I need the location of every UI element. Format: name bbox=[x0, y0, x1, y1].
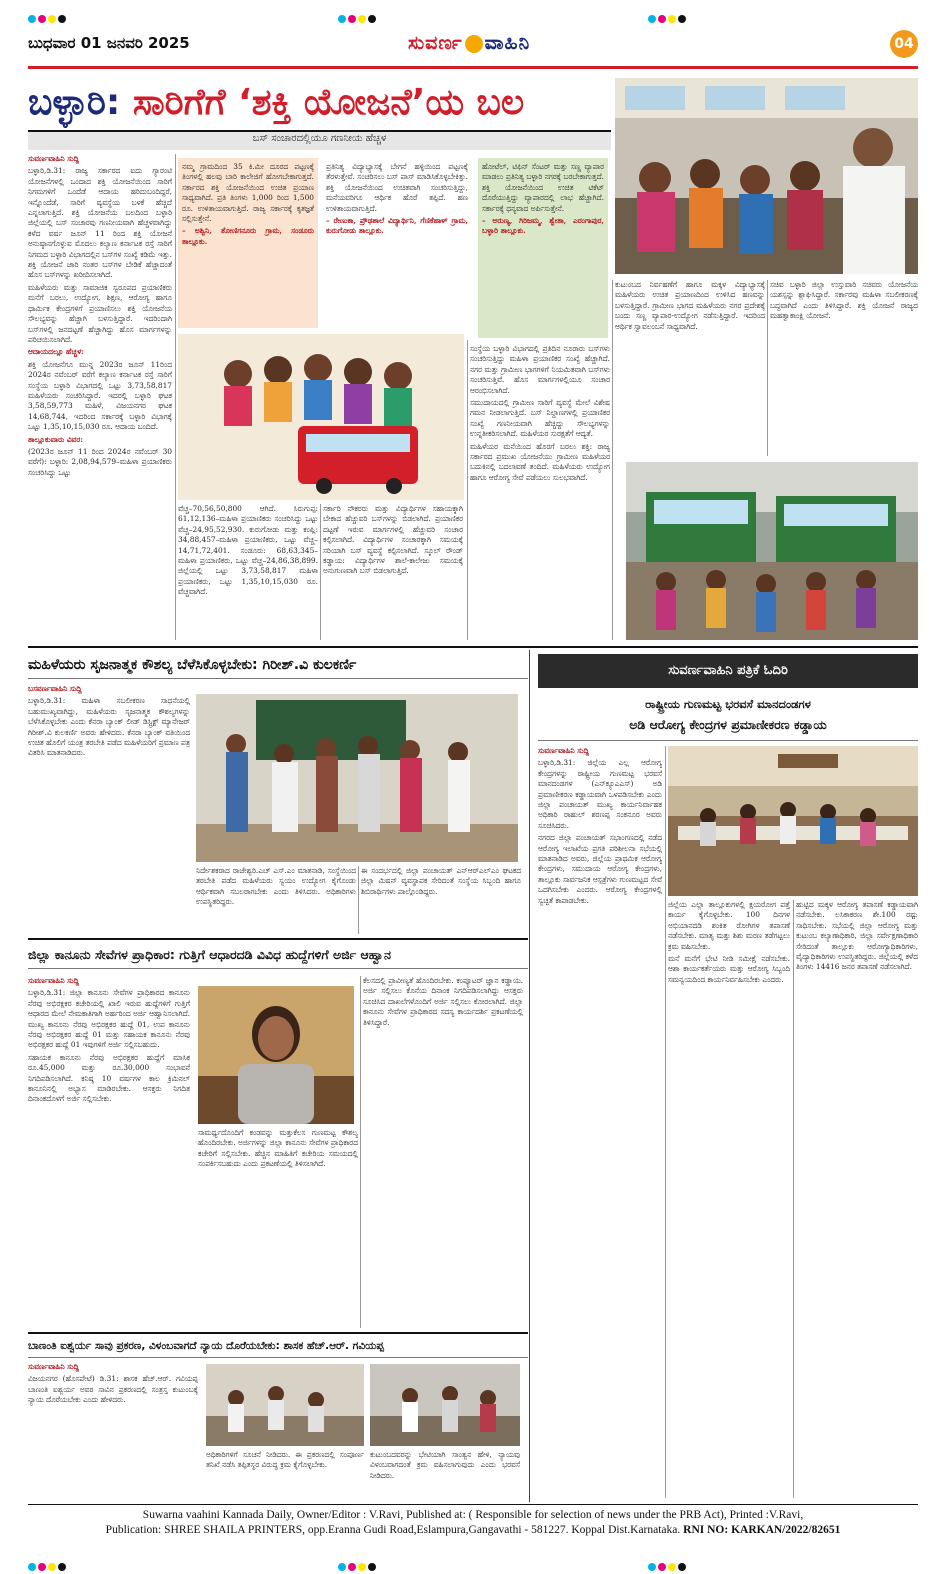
lead-headline-prefix: ಬಳ್ಳಾರಿ: bbox=[28, 82, 133, 123]
lead-mid-column-b bbox=[323, 504, 463, 640]
imprint-footer bbox=[28, 1508, 918, 1550]
imprint-line-1: Suwarna vaahini Kannada Daily, Owner/Editor : V.Ravi, Published at: ( Responsible for selection of news under the PRB Act), Printed :V.Ravi, bbox=[142, 1509, 804, 1521]
article4-text-c: ಕುಟುಂಬದವರನ್ನು ಭೇಟಿಯಾಗಿ ಸಾಂತ್ವನ ಹೇಳಿ, ನ್ಯಾಯವು ವಿಳಂಬವಾಗದಂತೆ ಕ್ರಮ ವಹಿಸಲಾಗುವುದು ಎಂದು ಭರವಸೆ ನೀಡಿದರು. bbox=[370, 1450, 520, 1480]
registration-marks-bottom bbox=[28, 1556, 918, 1566]
article2-text-c: ಈ ಸಂದರ್ಭದಲ್ಲಿ ಜಿಲ್ಲಾ ಪಂಚಾಯತ್ ಎನ್‌ಆರ್‌ಎಲ್‌ಎಂ ಘಟಕದ ಜಿಲ್ಲಾ ಮಿಷನ್ ವ್ಯವಸ್ಥಾಪಕ ಸೇರಿದಂತೆ ಸಂಸ್ಥೆಯ ಸಿಬ್ಬಂದಿ ಹಾಗೂ ಶಿಬಿರಾರ್ಥಿಗಳು ಪಾಲ್ಗೊಂಡಿದ್ದರು. bbox=[361, 866, 521, 896]
article5-dateline: ಸುವರ್ಣವಾಹಿನಿ ಸುದ್ದಿ bbox=[538, 746, 589, 755]
article3-photo-official bbox=[198, 986, 354, 1124]
article2-photo-certificate bbox=[196, 694, 518, 862]
quote-box-1-text: ನಮ್ಮ ಗ್ರಾಮದಿಂದ 35 ಕಿ.ಮೀ ದೂರದ ಪಟ್ಟಣಕ್ಕೆ ತಿಂಗಳಲ್ಲಿ ಹಲವು ಬಾರಿ ಕಾಲೇಜಿಗೆ ಹೋಗಬೇಕಾಗುತ್ತದೆ. ಸರ್ಕಾರದ ಶಕ್ತಿ ಯೋಜನೆಯಿಂದ ಉಚಿತ ಪ್ರಯಾಣ ಸಾಧ್ಯವಾಗಿದೆ. ಪ್ರತಿ ತಿಂಗಳು 1,000 ರಿಂದ 1,500 ರೂ. ಉಳಿತಾಯವಾಗುತ್ತಿದೆ. ರಾಜ್ಯ ಸರ್ಕಾರಕ್ಕೆ ಕೃತಜ್ಞತೆ ಸಲ್ಲಿಸುತ್ತೇನೆ. bbox=[182, 162, 314, 224]
quote-box-3 bbox=[478, 158, 608, 338]
page-header bbox=[28, 30, 918, 64]
article5-text-c: ಜಿಲ್ಲೆಯ ಎಲ್ಲಾ ತಾಲ್ಲೂಕುಗಳಲ್ಲಿ ಕ್ಷಯರೋಗ ಪತ್ತೆ ಕಾರ್ಯ ಕೈಗೊಳ್ಳಬೇಕು. 100 ದಿನಗಳ ಅಭಿಯಾನದಡಿ ಶಂಕಿತ ರೋಗಿಗಳ ತಪಾಸಣೆ ನಡೆಸಬೇಕು. ಮಾತೃ ಮತ್ತು ಶಿಶು ಮರಣ ತಡೆಗಟ್ಟಲು ಕ್ರಮ ವಹಿಸಬೇಕು. bbox=[668, 900, 790, 951]
article4-column-2 bbox=[206, 1450, 364, 1500]
lead-dateline: ಸುವರ್ಣವಾಹಿನಿ ಸುದ್ದಿ bbox=[28, 154, 79, 163]
lead-stats-text: ಶಕ್ತಿ ಯೋಜನೆಗೂ ಮುನ್ನ 2023ರ ಜೂನ್ 11ರಿಂದ 2024ರ ನವೆಂಬರ್ ವರೆಗೆ ಕಲ್ಯಾಣ ಕರ್ನಾಟಕ ರಸ್ತೆ ಸಾರಿಗೆ ಸಂಸ್ಥೆಯ ಬಳ್ಳಾರಿ ವಿಭಾಗದಲ್ಲಿ ಒಟ್ಟು 3,73,58,817 ಮಹಿಳೆಯರು ಸಂಚರಿಸಿದ್ದಾರೆ. ಇದರಲ್ಲಿ ಬಳ್ಳಾರಿ ಘಟಕ 3,58,59,773 ಮಹಿಳೆ, ವಿಜಯನಗರ ಘಟಕ 14,68,744, ಇದರಿಂದ ಸರ್ಕಾರಕ್ಕೆ ಬಳ್ಳಾರಿ ವಿಭಾಗಕ್ಕೆ ಒಟ್ಟು 1,35,10,15,030 ರೂ. ಆದಾಯ ಬಂದಿದೆ. bbox=[28, 359, 172, 432]
rni-number: RNI NO: KARKAN/2022/82651 bbox=[683, 1524, 841, 1536]
quote-box-3-credit: – ಅರುಣ್ಯ, ಗಿರಿಜಮ್ಮ, ಶ್ವೇತಾ, ಎರಂಗಾಪುರ, ಬಳ್ಳಾರಿ ತಾಲ್ಲೂಕು. bbox=[482, 216, 604, 236]
article5-headline-line1: ರಾಷ್ಟ್ರೀಯ ಗುಣಮಟ್ಟ ಭರವಸೆ ಮಾನದಂಡಗಳ bbox=[645, 697, 811, 711]
article2-text-b: ನಿರ್ದೇಶಕರಾದ ರಾಜೇಶ್ವರಿ.ಎಚ್ ಎಸ್.ಎಂ ಮಾತನಾಡಿ, ಸಂಸ್ಥೆಯಿಂದ ತರಬೇತಿ ಪಡೆದ ಮಹಿಳೆಯರು ಸ್ವಯಂ ಉದ್ಯೋಗ ಕೈಗೊಂಡು ಆರ್ಥಿಕವಾಗಿ ಸಬಲರಾಗಬೇಕು ಎಂದು ತಿಳಿಸಿದರು. ಅಧಿಕಾರಿಗಳು ಉಪಸ್ಥಿತರಿದ್ದರು. bbox=[196, 866, 356, 907]
article2-column-2 bbox=[196, 866, 356, 934]
article5-text-d: ಮನೆ ಮನೆಗೆ ಭೇಟಿ ನೀಡಿ ಸಮೀಕ್ಷೆ ನಡೆಸಬೇಕು. ಆಶಾ ಕಾರ್ಯಕರ್ತೆಯರು ಮತ್ತು ಆರೋಗ್ಯ ಸಿಬ್ಬಂದಿ ಸಮನ್ವಯದಿಂದ ಕಾರ್ಯನಿರ್ವಹಿಸಬೇಕು ಎಂದರು. bbox=[668, 954, 790, 984]
article4-column-3 bbox=[370, 1450, 520, 1500]
lead-headline bbox=[28, 78, 608, 128]
article3-text-d: ಕೆಲಸದಲ್ಲಿ ಪ್ರಾವೀಣ್ಯತೆ ಹೊಂದಿರಬೇಕು. ಕಂಪ್ಯೂಟರ್ ಜ್ಞಾನ ಕಡ್ಡಾಯ. ಅರ್ಜಿ ಸಲ್ಲಿಸಲು ಕೊನೆಯ ದಿನಾಂಕ ನಿಗದಿಪಡಿಸಲಾಗಿದ್ದು ಆಸಕ್ತರು ಸೂಚಿಸಿದ ದಾಖಲೆಗಳೊಂದಿಗೆ ಅರ್ಜಿ ಸಲ್ಲಿಸಲು ಕೋರಲಾಗಿದೆ. ಜಿಲ್ಲಾ ಕಾನೂನು ಸೇವೆಗಳ ಪ್ರಾಧಿಕಾರದ ಸದಸ್ಯ ಕಾರ್ಯದರ್ಶಿ ಪ್ರಕಟಣೆಯಲ್ಲಿ ತಿಳಿಸಿದ್ದಾರೆ. bbox=[363, 976, 523, 1027]
article2-dateline: ಬಸವರ್ಣವಾಹಿನಿ ಸುದ್ದಿ bbox=[28, 684, 82, 693]
article4-headline: ಬಾಣಂತಿ ಐಶ್ವರ್ಯ ಸಾವು ಪ್ರಕರಣ, ವಿಳಂಬವಾಗದೆ ನ್ಯಾಯ ದೊರೆಯಬೇಕು: ಶಾಸಕ ಹೆಚ್.ಆರ್. ಗವಿಯಪ್ಪ bbox=[28, 1340, 384, 1352]
lead-col1-paragraph-1: ಬಳ್ಳಾರಿ,ಡಿ.31: ರಾಜ್ಯ ಸರ್ಕಾರದ ಐದು ಗ್ಯಾರಂಟಿ ಯೋಜನೆಗಳಲ್ಲಿ ಒಂದಾದ ಶಕ್ತಿ ಯೋಜನೆಯಿಂದ ಸಾರಿಗೆ ನಿಗಮಗಳಿಗೆ ಒಂದೆಡೆ ಆದಾಯ ಹರಿದುಬಂದಿದ್ದರೆ, ಇನ್ನೊಂದೆಡೆ, ಸಾರಿಗೆ ವ್ಯವಸ್ಥೆಯ ಬಳಕೆ ಹೆಚ್ಚಿದೆ ಎನ್ನಲಾಗುತ್ತಿದೆ. ಶಕ್ತಿ ಯೋಜನೆಯ ಬಲದಿಂದ ಬಳ್ಳಾರಿ ಜಿಲ್ಲೆಯಲ್ಲಿ ಬಸ್ ಸಂಚಾರವು ಗಣನೀಯವಾಗಿ ಹೆಚ್ಚಳವಾಗಿದ್ದು ಕಳೆದ ವರ್ಷ ಜೂನ್ 11 ರಿಂದ ಶಕ್ತಿ ಯೋಜನೆ ಅನುಷ್ಠಾನಗೊಳ್ಳುವ ಮೊದಲು ಕಲ್ಯಾಣ ಕರ್ನಾಟಕ ರಸ್ತೆ ಸಾರಿಗೆ ನಿಗಮದ ಬಳ್ಳಾರಿ ವಿಭಾಗದಲ್ಲಿನ ಬಸ್‌ಗಳ ಸಂಖ್ಯೆ ಕಡಿಮೆ ಇತ್ತು. ಶಕ್ತಿ ಯೋಜನೆ ಜಾರಿ ನಂತರ ಬಸ್‌ಗಳ ಬೇಡಿಕೆ ಹೆಚ್ಚಾದಂತೆ ಹೊಸ ಬಸ್‌ಗಳನ್ನು ಖರೀದಿಸಲಾಗಿದೆ. bbox=[28, 166, 172, 280]
masthead-left: ಸುವರ್ಣ bbox=[408, 32, 463, 54]
article4-photo-visit bbox=[370, 1364, 520, 1446]
lead-column-1 bbox=[28, 154, 172, 640]
lead-mid-text-c: ಸಂಸ್ಥೆಯ ಬಳ್ಳಾರಿ ವಿಭಾಗದಲ್ಲಿ ಪ್ರತಿದಿನ ನೂರಾರು ಬಸ್‌ಗಳು ಸಂಚರಿಸುತ್ತಿದ್ದು ಮಹಿಳಾ ಪ್ರಯಾಣಿಕರ ಸಂಖ್ಯೆ ಹೆಚ್ಚಾಗಿದೆ. ನಗರ ಮತ್ತು ಗ್ರಾಮೀಣ ಭಾಗಗಳಿಗೆ ನಿಯಮಿತವಾಗಿ ಬಸ್‌ಗಳು ಸಂಚರಿಸುತ್ತಿವೆ. ಹೊಸ ಮಾರ್ಗಗಳಲ್ಲಿಯೂ ಸಂಚಾರ ಆರಂಭಿಸಲಾಗಿದೆ. bbox=[470, 344, 610, 395]
article5-column-3 bbox=[796, 900, 918, 1498]
article5-text-a: ಬಳ್ಳಾರಿ,ಡಿ.31: ಜಿಲ್ಲೆಯ ಎಲ್ಲ ಆರೋಗ್ಯ ಕೇಂದ್ರಗಳನ್ನು ರಾಷ್ಟ್ರೀಯ ಗುಣಮಟ್ಟ ಭರವಸೆ ಮಾನದಂಡಗಳ (ಎನ್‌ಕ್ಯೂಎಎಸ್) ಅಡಿ ಪ್ರಮಾಣೀಕರಣ ಕಡ್ಡಾಯವಾಗಿ ಒಳಪಡಿಸಬೇಕು ಎಂದು ಜಿಲ್ಲಾ ಪಂಚಾಯತ್ ಮುಖ್ಯ ಕಾರ್ಯನಿರ್ವಾಹಕ ಅಧಿಕಾರಿ ರಾಹುಲ್ ಶರಣಪ್ಪ ಸಂಕನೂರ ಅವರು ಸೂಚಿಸಿದರು. bbox=[538, 758, 662, 830]
lead-mid-text-a: ವೆಚ್ಚ–70,56,50,800 ಆಗಿದೆ. ಸಿರುಗುಪ್ಪ: 61,12,136–ಮಹಿಳಾ ಪ್ರಯಾಣಿಕರು ಸಂಚರಿಸಿದ್ದು ಒಟ್ಟು ವೆಚ್ಚ–24,95,52,930. ಕುರುಗೋಡು ಮತ್ತು ಕಂಪ್ಲಿ: 34,88,457–ಮಹಿಳಾ ಪ್ರಯಾಣಿಕರು, ಒಟ್ಟು ವೆಚ್ಚ–14,71,72,401. ಸಂಡೂರು: 68,63,345–ಮಹಿಳಾ ಪ್ರಯಾಣಿಕರು, ಒಟ್ಟು ವೆಚ್ಚ–24,86,38,899. ಜಿಲ್ಲೆಯಲ್ಲಿ ಒಟ್ಟು 3,73,58,817 ಮಹಿಳಾ ಪ್ರಯಾಣಿಕರು, ಒಟ್ಟು 1,35,10,15,030 ರೂ. ವೆಚ್ಚವಾಗಿದೆ. bbox=[178, 504, 318, 597]
lead-subhead: ಬಸ್ ಸಂಚಾರದಲ್ಲಿಯೂ ಗಣನೀಯ ಹೆಚ್ಚಳ bbox=[252, 133, 387, 144]
subscribe-ribbon: ಸುವರ್ಣವಾಹಿನಿ ಪತ್ರಿಕೆ ಓದಿರಿ bbox=[538, 654, 918, 688]
shakti-scheme-illustration bbox=[178, 334, 464, 500]
article3-text-c: ಸಾಮರ್ಥ್ಯದೊಂದಿಗೆ ಕಂಡವನ್ನು ಮತ್ತುಕೆಲಸ ಗುಣಮಟ್ಟ ಕೌಶಲ್ಯ ಹೊಂದಿರಬೇಕು. ಅರ್ಜಿಗಳನ್ನು ಜಿಲ್ಲಾ ಕಾನೂನು ಸೇವೆಗಳ ಪ್ರಾಧಿಕಾರದ ಕಚೇರಿಗೆ ಸಲ್ಲಿಸಬೇಕು. ಹೆಚ್ಚಿನ ಮಾಹಿತಿಗೆ ಕಚೇರಿಯ ಸಮಯದಲ್ಲಿ ಸಂಪರ್ಕಿಸಬಹುದು ಎಂದು ಪ್ರಕಟಣೆಯಲ್ಲಿ ತಿಳಿಸಲಾಗಿದೆ. bbox=[198, 1128, 358, 1169]
lead-mid-column-c bbox=[470, 344, 610, 640]
lead-headline-main: ಸಾರಿಗೆಗೆ ‘ಶಕ್ತಿ ಯೋಜನೆ’ಯ ಬಲ bbox=[132, 82, 525, 123]
lead-mid-text-c3: ಮಹಿಳೆಯರ ಮನೆಯಿಂದ ಹೊರಗೆ ಬರಲು ಶಕ್ತಿ: ರಾಜ್ಯ ಸರ್ಕಾರದ ಪ್ರಮುಖ ಯೋಜನೆಯು ಗ್ರಾಮೀಣ ಮಹಿಳೆಯರ ಬದುಕಿನಲ್ಲಿ ಬದಲಾವಣೆ ತಂದಿದೆ. ಮಹಿಳೆಯರು ಉದ್ಯೋಗ ಹಾಗೂ ಆರೋಗ್ಯ ಸೇವೆ ಪಡೆಯಲು ಸುಲಭವಾಗಿದೆ. bbox=[470, 441, 610, 482]
article4-text-a: ವಿಜಯನಗರ (ಹೊಸಪೇಟೆ) ಡಿ.31: ಶಾಸಕ ಹೆಚ್.ಆರ್. ಗವಿಯಪ್ಪ ಬಾಣಂತಿ ಐಶ್ವರ್ಯ ಅವರ ಸಾವಿನ ಪ್ರಕರಣದಲ್ಲಿ ಸಂತ್ರಸ್ತ ಕುಟುಂಬಕ್ಕೆ ನ್ಯಾಯ ದೊರೆಯಬೇಕು ಎಂದು ಹೇಳಿದರು. bbox=[28, 1374, 198, 1405]
article3-text-b: ಸಹಾಯಕ ಕಾನೂನು ನೆರವು ಅಭಿರಕ್ಷಕರ ಹುದ್ದೆಗೆ ಮಾಸಿಕ ರೂ.45,000 ಮತ್ತು ರೂ.30,000 ಸಂಭಾವನೆ ನಿಗದಿಪಡಿಸಲಾಗಿದೆ. ಕನಿಷ್ಠ 10 ವರ್ಷಗಳ ಕಾಲ ಕ್ರಿಮಿನಲ್ ಕಾನೂನಿನಲ್ಲಿ ಅಭ್ಯಾಸ ಮಾಡಿರಬೇಕು. ಆಸಕ್ತರು ನಿಗದಿತ ದಿನಾಂಕದೊಳಗೆ ಅರ್ಜಿ ಸಲ್ಲಿಸಬೇಕು. bbox=[28, 1052, 190, 1104]
article5-headline-line2: ಅಡಿ ಆರೋಗ್ಯ ಕೇಂದ್ರಗಳ ಪ್ರಮಾಣೀಕರಣ ಕಡ್ಡಾಯ bbox=[629, 717, 827, 732]
article2-column-1 bbox=[28, 684, 190, 934]
quote-box-2 bbox=[322, 158, 472, 328]
lead-photo-bus-interior bbox=[615, 78, 918, 274]
article3-column-3 bbox=[363, 976, 523, 1328]
quote-box-1-credit: – ಅಶ್ವಿನಿ, ತೋಣಿಗನೂರು ಗ್ರಾಮ, ಸಂಡೂರು ತಾಲ್ಲೂಕು. bbox=[182, 226, 314, 246]
quote-box-1 bbox=[178, 158, 318, 328]
article3-text-a: ಬಳ್ಳಾರಿ,ಡಿ.31: ಜಿಲ್ಲಾ ಕಾನೂನು ಸೇವೆಗಳ ಪ್ರಾಧಿಕಾರದ ಕಾನೂನು ನೆರವು ಅಭಿರಕ್ಷಕರ ಕಚೇರಿಯಲ್ಲಿ ಖಾಲಿ ಇರುವ ಹುದ್ದೆಗಳಿಗೆ ಗುತ್ತಿಗೆ ಆಧಾರದ ಮೇಲೆ ನೇಮಕಾತಿಗಾಗಿ ಅರ್ಹರಿಂದ ಅರ್ಜಿ ಆಹ್ವಾನಿಸಲಾಗಿದೆ. ಮುಖ್ಯ ಕಾನೂನು ನೆರವು ಅಭಿರಕ್ಷಕರ ಹುದ್ದೆ 01, ಉಪ ಕಾನೂನು ನೆರವು ಅಭಿರಕ್ಷಕರ ಹುದ್ದೆ 01 ಮತ್ತು ಸಹಾಯಕ ಕಾನೂನು ನೆರವು ಅಭಿರಕ್ಷಕರ ಹುದ್ದೆ 01 ಇವುಗಳಿಗೆ ಅರ್ಜಿ ಸಲ್ಲಿಸಬಹುದು. bbox=[28, 988, 190, 1050]
article4-photo-meeting bbox=[206, 1364, 364, 1446]
imprint-line-2: Publication: SHREE SHAILA PRINTERS, opp.Eranna Gudi Road,Eslampura,Gangavathi - 581227. Koppal Dist.Karnataka. bbox=[105, 1524, 681, 1536]
quote-box-2-text: ಪ್ರತಿನಿತ್ಯ ವಿದ್ಯಾಭ್ಯಾಸಕ್ಕೆ ಬೇಗನೆ ಹಳ್ಳಿಯಿಂದ ಪಟ್ಟಣಕ್ಕೆ ತೆರಳುತ್ತೇವೆ. ಸಂಚರಿಸಲು ಬಸ್ ಪಾಸ್ ಮಾಡಿಸಿಕೊಳ್ಳಬೇಕಿತ್ತು. ಶಕ್ತಿ ಯೋಜನೆಯಿಂದ ಉಚಿತವಾಗಿ ಸಂಚರಿಸುತ್ತಿದ್ದು, ಮನೆಯವರಿಗೂ ಆರ್ಥಿಕ ಹೊರೆ ತಪ್ಪಿದೆ. ಹಣ ಉಳಿತಾಯವಾಗುತ್ತಿದೆ. bbox=[326, 162, 468, 213]
lead-mid-column-a bbox=[178, 504, 318, 640]
article4-column-1 bbox=[28, 1362, 198, 1500]
article3-headline: ಜಿಲ್ಲಾ ಕಾನೂನು ಸೇವೆಗಳ ಪ್ರಾಧಿಕಾರ: ಗುತ್ತಿಗೆ ಆಧಾರದಡಿ ವಿವಿಧ ಹುದ್ದೆಗಳಿಗೆ ಅರ್ಜಿ ಆಹ್ವಾನ bbox=[28, 947, 391, 962]
article3-dateline: ಸುವರ್ಣವಾಹಿನಿ ಸುದ್ದಿ bbox=[28, 976, 79, 985]
masthead-right: ವಾಹಿನಿ bbox=[484, 32, 531, 54]
header-rule bbox=[28, 66, 918, 69]
article4-dateline: ಸುವರ್ಣವಾಹಿನಿ ಸುದ್ದಿ bbox=[28, 1362, 79, 1371]
article5-text-e: ಹುಟ್ಟಿದ ಮಕ್ಕಳ ಆರೋಗ್ಯ ತಪಾಸಣೆ ಕಡ್ಡಾಯವಾಗಿ ನಡೆಸಬೇಕು. ಲಸಿಕಾಕರಣ ಶೇ.100 ರಷ್ಟು ಸಾಧಿಸಬೇಕು. ಸಭೆಯಲ್ಲಿ ಜಿಲ್ಲಾ ಆರೋಗ್ಯ ಮತ್ತು ಕುಟುಂಬ ಕಲ್ಯಾಣಾಧಿಕಾರಿ, ಜಿಲ್ಲಾ ಸರ್ವೇಕ್ಷಣಾಧಿಕಾರಿ ಸೇರಿದಂತೆ ತಾಲ್ಲೂಕು ಆರೋಗ್ಯಾಧಿಕಾರಿಗಳು, ವೈದ್ಯಾಧಿಕಾರಿಗಳು ಉಪಸ್ಥಿತರಿದ್ದರು. ಜಿಲ್ಲೆಯಲ್ಲಿ ಕಳೆದ ತಿಂಗಳು 14416 ಜನರ ತಪಾಸಣೆ ನಡೆಸಲಾಗಿದೆ. bbox=[796, 900, 918, 972]
article5-column-1 bbox=[538, 746, 662, 1498]
bus-station-photo bbox=[626, 462, 918, 640]
lead-right-column-b bbox=[770, 280, 918, 456]
sun-logo-icon bbox=[465, 35, 483, 53]
lead-col1-paragraph-2: ಮಹಿಳೆಯರು ಮತ್ತು ಸಾಮಾಜಿಕ ಸ್ವರೂಪದ ಪ್ರಯಾಣಿಕರು ಮನೆಗೆ ಬರಲು, ಉದ್ಯೋಗ, ಶಿಕ್ಷಣ, ಆರೋಗ್ಯ ಹಾಗೂ ಧಾರ್ಮಿಕ ಕೇಂದ್ರಗಳಿಗೆ ಪ್ರಯಾಣಿಸಲು ಶಕ್ತಿ ಯೋಜನೆಯ ಸೌಲಭ್ಯವನ್ನು ಹೆಚ್ಚಾಗಿ ಬಳಸುತ್ತಿದ್ದಾರೆ. ಇದರಿಂದಾಗಿ ಬಸ್‌ಗಳಲ್ಲಿ ಜನದಟ್ಟಣೆ ಹೆಚ್ಚಾಗಿದ್ದು ಹೊಸ ಮಾರ್ಗಗಳನ್ನು ಪರಿಚಯಿಸಲಾಗಿದೆ. bbox=[28, 282, 172, 344]
article3-column-1 bbox=[28, 976, 190, 1328]
quote-box-2-credit: – ರೇಣುಕಾ, ಪ್ರೌಢಶಾಲೆ ವಿದ್ಯಾರ್ಥಿನಿ, ಗೆಣಿಕೆಹಾಳ್ ಗ್ರಾಮ, ಕುರುಗೋಡು ತಾಲ್ಲೂಕು. bbox=[326, 216, 468, 236]
lead-right-text-b: ಸಚಿವ ಬಳ್ಳಾರಿ ಜಿಲ್ಲಾ ಉಸ್ತುವಾರಿ ಸಚಿವರು ಯೋಜನೆಯ ಯಶಸ್ಸನ್ನು ಶ್ಲಾಘಿಸಿದ್ದಾರೆ. ಸರ್ಕಾರವು ಮಹಿಳಾ ಸಬಲೀಕರಣಕ್ಕೆ ಬದ್ಧವಾಗಿದೆ ಎಂದು ತಿಳಿಸಿದ್ದಾರೆ. ಶಕ್ತಿ ಯೋಜನೆ ರಾಜ್ಯದ ಮಹತ್ವಾಕಾಂಕ್ಷಿ ಯೋಜನೆ. bbox=[770, 280, 918, 321]
article5-text-b: ನಗರದ ಜಿಲ್ಲಾ ಪಂಚಾಯತ್ ಸಭಾಂಗಣದಲ್ಲಿ ನಡೆದ ಆರೋಗ್ಯ ಇಲಾಖೆಯ ಪ್ರಗತಿ ಪರಿಶೀಲನಾ ಸಭೆಯಲ್ಲಿ ಮಾತನಾಡಿದ ಅವರು, ಜಿಲ್ಲೆಯ ಪ್ರಾಥಮಿಕ ಆರೋಗ್ಯ ಕೇಂದ್ರಗಳು, ಸಮುದಾಯ ಆರೋಗ್ಯ ಕೇಂದ್ರಗಳು, ತಾಲ್ಲೂಕು ಸಾರ್ವಜನಿಕ ಆಸ್ಪತ್ರೆಗಳು ಗುಣಮಟ್ಟದ ಸೇವೆ ಒದಗಿಸಬೇಕು ಎಂದರು. ಆರೋಗ್ಯ ಕೇಂದ್ರಗಳಲ್ಲಿ ಸ್ವಚ್ಛತೆ ಕಾಪಾಡಬೇಕು. bbox=[538, 833, 662, 905]
article2-text-a: ಬಳ್ಳಾರಿ,ಡಿ.31: ಮಹಿಳಾ ಸಬಲೀಕರಣ ಸಾಧನೆಯಲ್ಲಿ ಬಹುಮುಖ್ಯವಾಗಿದ್ದು, ಮಹಿಳೆಯರು ಸೃಜನಾತ್ಮಕ ಕೌಶಲ್ಯಗಳನ್ನು ಬೆಳೆಸಿಕೊಳ್ಳಬೇಕು ಎಂದು ಕೆನರಾ ಬ್ಯಾಂಕ್ ಲೀಡ್ ಡಿಸ್ಟ್ರಿಕ್ಟ್ ಮ್ಯಾನೇಜರ್ ಗಿರೀಶ್.ವಿ ಕುಲಕರ್ಣಿ ಅವರು ಹೇಳಿದರು. ಕೆನರಾ ಬ್ಯಾಂಕ್ ವತಿಯಿಂದ ಉಚಿತ ಹೊಲಿಗೆ ಯಂತ್ರ ತರಬೇತಿ ಪಡೆದ ಮಹಿಳೆಯರಿಗೆ ಪ್ರಮಾಣ ಪತ್ರ ವಿತರಿಸಿ ಮಾತನಾಡಿದರು. bbox=[28, 696, 190, 758]
article3-column-2 bbox=[198, 1128, 358, 1328]
lead-mid-text-c2: ಸಮುದಾಯದಲ್ಲಿ ಗ್ರಾಮೀಣ ಸಾರಿಗೆ ವ್ಯವಸ್ಥೆ ಮೇಲೆ ವಿಶೇಷ ಗಮನ ನೀಡಲಾಗುತ್ತಿದೆ. ಬಸ್ ನಿಲ್ದಾಣಗಳಲ್ಲಿ ಪ್ರಯಾಣಿಕರ ಸಂಖ್ಯೆ ಗಣನೀಯವಾಗಿ ಹೆಚ್ಚಿದ್ದು ಸೌಲಭ್ಯಗಳನ್ನು ಉನ್ನತೀಕರಿಸಲಾಗಿದೆ. ಮಹಿಳೆಯರ ಸುರಕ್ಷತೆಗೆ ಆದ್ಯತೆ. bbox=[470, 398, 610, 439]
lead-stats2-text: (2023ರ ಜೂನ್ 11 ರಿಂದ 2024ರ ನವೆಂಬರ್ 30 ವರೆಗೆ): ಬಳ್ಳಾರಿ: 2,08,94,579–ಮಹಿಳಾ ಪ್ರಯಾಣಿಕರು ಸಂಚರಿಸಿದ್ದು ಒಟ್ಟು bbox=[28, 446, 172, 477]
page-number: 04 bbox=[890, 30, 918, 58]
quote-box-3-text: ಹೋಟೆಲ್, ಟಿಫಿನ್ ಸೆಂಟರ್ ಮತ್ತು ಸಣ್ಣ ವ್ಯಾಪಾರ ಮಾಡಲು ಪ್ರತಿನಿತ್ಯ ಬಳ್ಳಾರಿ ನಗರಕ್ಕೆ ಬರಬೇಕಾಗುತ್ತದೆ. ಶಕ್ತಿ ಯೋಜನೆಯಿಂದ ಉಚಿತ ಟಿಕೆಟ್ ದೊರೆಯುತ್ತಿದ್ದು ವ್ಯಾಪಾರದಲ್ಲಿ ಲಾಭ ಹೆಚ್ಚಾಗಿದೆ. ಸರ್ಕಾರಕ್ಕೆ ಧನ್ಯವಾದ ಅರ್ಪಿಸುತ್ತೇನೆ. bbox=[482, 162, 604, 213]
lead-mid-text-b: ಸರ್ಕಾರಿ ನೌಕರರು ಮತ್ತು ವಿದ್ಯಾರ್ಥಿಗಳ ಸಹಾಯಕ್ಕಾಗಿ ಬೇಕಾದ ಹೆಚ್ಚುವರಿ ಬಸ್‌ಗಳನ್ನು ಬಿಡಲಾಗಿದೆ. ಪ್ರಯಾಣಿಕರ ದಟ್ಟಣೆ ಇರುವ ಮಾರ್ಗಗಳಲ್ಲಿ ಹೆಚ್ಚುವರಿ ಸಂಚಾರ ಕಲ್ಪಿಸಲಾಗಿದೆ. ವಿದ್ಯಾರ್ಥಿಗಳ ಸಂಚಾರಕ್ಕಾಗಿ ಸಮಯಕ್ಕೆ ಸರಿಯಾಗಿ ಬಸ್ ವ್ಯವಸ್ಥೆ ಕಲ್ಪಿಸಲಾಗಿದೆ. ಸ್ಕೂಲ್ ರೌಂಡ್ ಕಡ್ಡಾಯ: ವಿದ್ಯಾರ್ಥಿಗಳ ಶಾಲೆ-ಕಾಲೇಜು ಸಮಯಕ್ಕೆ ಅನುಗುಣವಾಗಿ ಬಸ್ ಬಿಡಲಾಗುತ್ತಿದೆ. bbox=[323, 504, 463, 576]
lead-stats2-title: ತಾಲ್ಲೂಕುವಾರು ವಿವರ: bbox=[28, 434, 83, 444]
article2-column-3 bbox=[361, 866, 521, 934]
article5-column-2 bbox=[668, 900, 790, 1498]
lead-right-text-a: ಕುಟುಂಬದ ನಿರ್ವಹಣೆಗೆ ಹಾಗೂ ಮಕ್ಕಳ ವಿದ್ಯಾಭ್ಯಾಸಕ್ಕೆ ಮಹಿಳೆಯರು ಉಚಿತ ಪ್ರಯಾಣದಿಂದ ಉಳಿಸಿದ ಹಣವನ್ನು ಬಳಸುತ್ತಿದ್ದಾರೆ. ಗ್ರಾಮೀಣ ಭಾಗದ ಮಹಿಳೆಯರು ನಗರ ಪ್ರದೇಶಕ್ಕೆ ಬಂದು ಸಣ್ಣ ವ್ಯಾಪಾರ-ಉದ್ಯೋಗ ನಡೆಸುತ್ತಿದ್ದಾರೆ. ಇದರಿಂದ ಆರ್ಥಿಕ ಸ್ವಾವಲಂಬನೆ ಸಾಧ್ಯವಾಗಿದೆ. bbox=[615, 280, 765, 331]
article5-photo-meeting-hall bbox=[668, 746, 918, 896]
lead-right-column-a bbox=[615, 280, 765, 456]
article2-headline: ಮಹಿಳೆಯರು ಸೃಜನಾತ್ಮಕ ಕೌಶಲ್ಯ ಬೆಳೆಸಿಕೊಳ್ಳಬೇಕು: ಗಿರೀಶ್.ವಿ ಕುಲಕರ್ಣಿ bbox=[28, 657, 357, 673]
lead-stats-title: ಆದಾಯದಲ್ಲೂ ಹೆಚ್ಚಳ: bbox=[28, 347, 84, 357]
masthead-logo bbox=[408, 32, 530, 54]
registration-marks-top bbox=[28, 8, 918, 20]
article4-text-b: ಅಧಿಕಾರಿಗಳಿಗೆ ಸೂಚನೆ ನೀಡಿದರು. ಈ ಪ್ರಕರಣದಲ್ಲಿ ಸಂಪೂರ್ಣ ತನಿಖೆ ನಡೆಸಿ ತಪ್ಪಿತಸ್ಥರ ವಿರುದ್ಧ ಕ್ರಮ ಕೈಗೊಳ್ಳಬೇಕು. bbox=[206, 1450, 364, 1470]
issue-date: ಬುಧವಾರ 01 ಜನವರಿ 2025 bbox=[28, 34, 190, 52]
